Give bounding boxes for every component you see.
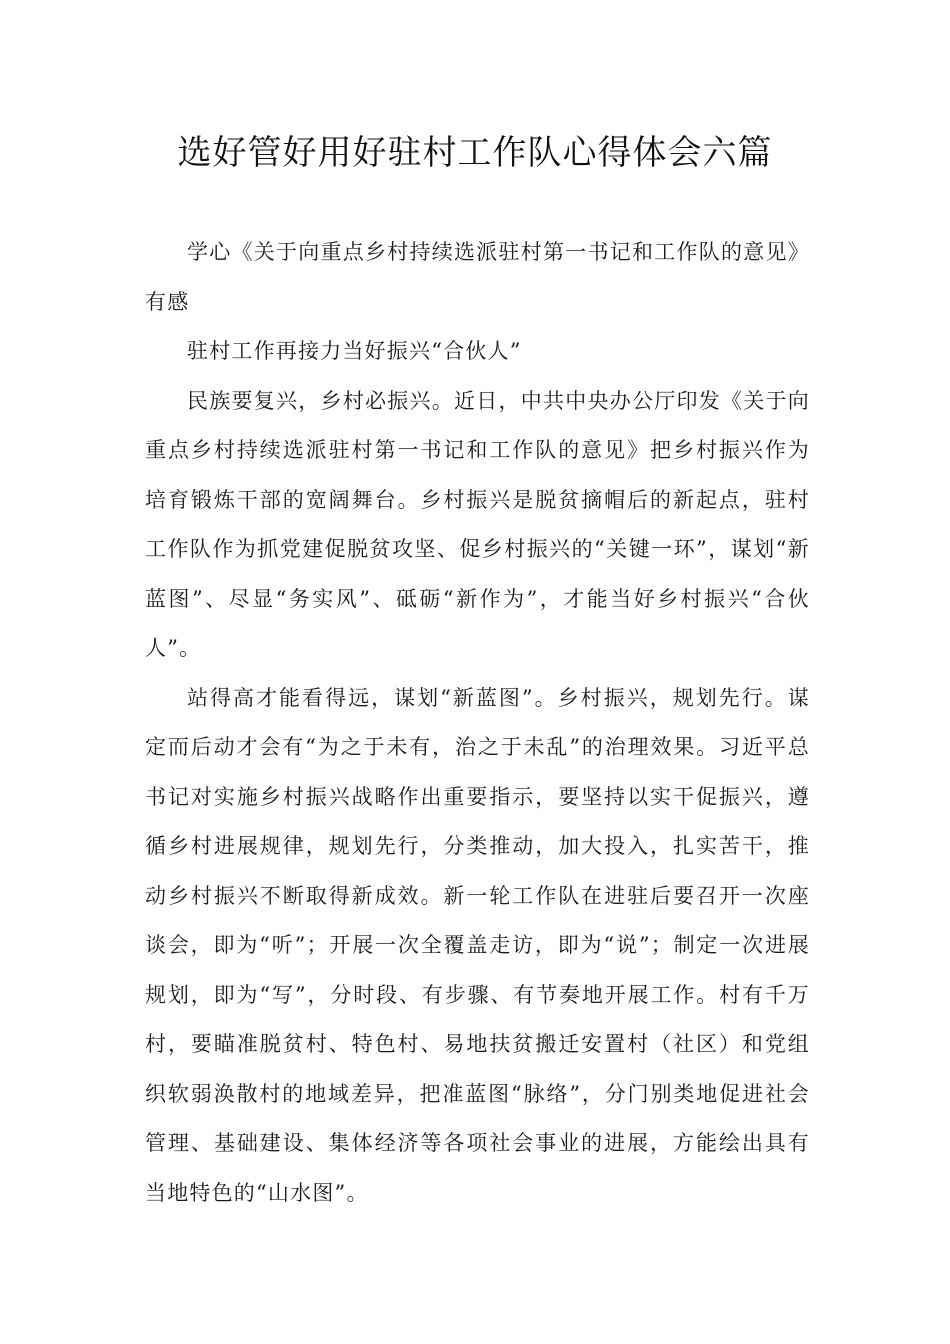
document-title: 选好管好用好驻村工作队心得体会六篇	[177, 133, 773, 173]
paragraph-blueprint: 站得高才能看得远，谋划“新蓝图”。乡村振兴，规划先行。谋定而后动才会有“为之于未有，治之于未乱”的治理效果。习近平总书记对实施乡村振兴战略作出重要指示，要坚持以实干促振兴，遵循乡村进展规律，规划先行，分类推动，加大投入，扎实苦干，推动乡村振兴不断取得新成效。新一轮工作队在进驻后要召开一次座谈会，即为“听”；开展一次全覆盖走访，即为“说”；制定一次进展规划，即为“写”，分时段、有步骤、有节奏地开展工作。村有千万村，要瞄准脱贫村、特色村、易地扶贫搬迁安置村（社区）和党组织软弱涣散村的地域差异，把准蓝图“脉络”，分门别类地促进社会管理、基础建设、集体经济等各项社会事业的进展，方能绘出具有当地特色的“山水图”。	[145, 685, 810, 1205]
document-body	[145, 228, 810, 1218]
paragraph-subtitle: 学心《关于向重点乡村持续选派驻村第一书记和工作队的意见》有感	[145, 240, 810, 314]
paragraph-heading: 驻村工作再接力当好振兴“合伙人”	[187, 339, 522, 363]
paragraph-intro: 民族要复兴，乡村必振兴。近日，中共中央办公厅印发《关于向重点乡村持续选派驻村第一书记和工作队的意见》把乡村振兴作为培育锻炼干部的宽阔舞台。乡村振兴是脱贫摘帽后的新起点，驻村工作队作为抓党建促脱贫攻坚、促乡村振兴的“关键一环”，谋划“新蓝图”、尽显“务实风”、砥砺“新作为”，才能当好乡村振兴“合伙人”。	[145, 388, 810, 660]
